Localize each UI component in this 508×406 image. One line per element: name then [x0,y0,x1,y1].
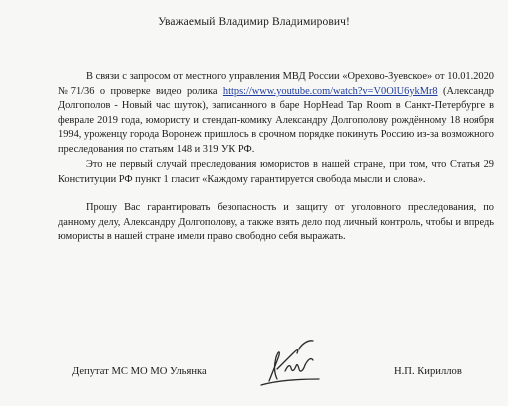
handwritten-signature [255,335,325,391]
paragraph-2: Это не первый случай преследования юмористов в нашей стране, при том, что Статья 29 Конституции РФ пункт 1 гласит «Каждому гарантируется свобода мысли и слова». [58,159,494,185]
signer-name: Н.П. Кириллов [394,366,462,377]
paragraph-1-intro: В связи с запросом от местного управления МВД России «Орехово-Зуевское» от 10.01.2020 №71/36 о проверке видео ролика [58,71,494,97]
salutation: Уважаемый Владимир Владимирович! [158,16,350,28]
video-link[interactable]: https://www.youtube.com/watch?v=V0OlU6ykMr8 [222,85,438,97]
paragraph-1-rest: (Александр Долгополов - Новый час шуток), записанного в баре HopHead Tap Room в Санкт-Петербурге в феврале 2019 года, юмористу и стендап-комику Александру Долгополову рождённому 18 ноября 1994, уроженцу города Воронеж пришлось в срочном порядке покинуть Россию из-за возможного преследования по статьям 148 и 319 УК РФ. [58,85,494,155]
signer-position: Депутат МС МО МО Ульянка [72,366,207,377]
paragraph-1 [58,70,494,158]
paragraph-3: Прошу Вас гарантировать безопасность и защиту от уголовного преследования, по данному делу, Александру Долгополову, а также взять дело под личный контроль, чтобы и впредь юмористы в нашей стране имели право свободно себя выражать. [58,202,494,243]
